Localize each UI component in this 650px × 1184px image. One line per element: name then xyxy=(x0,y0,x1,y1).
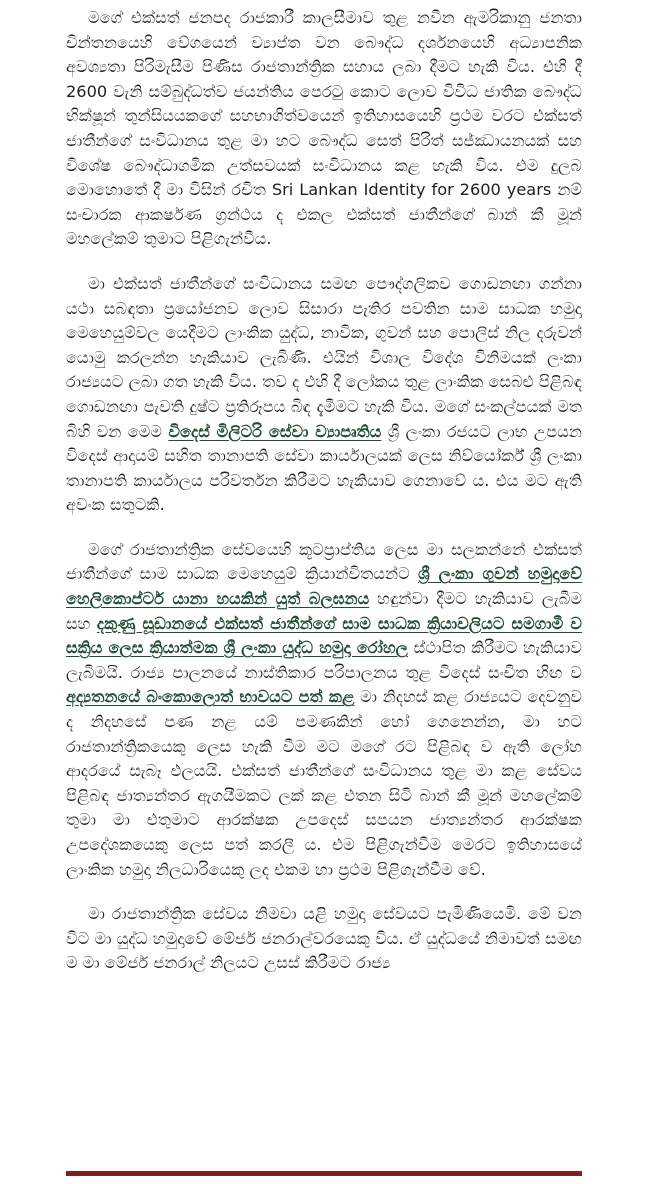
paragraph-text: මා නිදහස් කළ රාජ්‍යයට දෙවනුව ද නිදහසේ පණ නළ යම් පමණකින් හෝ ගෙනෙන්න, මා හට රාජතාන්ත්‍රිකයෙකු ලෙස හැකි වීම මට මගේ රට පිළිබඳ ව ඇති ලෝහ ආදරයේ සැබෑ ඵලයයි. එක්සත් ජාතීන්ගේ සංවිධානය තුළ මා කළ සේවය පිළිබඳ ජාත්‍යන්තර ඇගයීමකට ලක් කළ එතන සිටි බාන් කී මූන් මහලේකම් තුමා මා එතුමාට ආරක්ෂක උපදෙස් සපයන ජාත්‍යන්තර ආරක්ෂක උපදේශකයෙකු ලෙස පත් කරලී ය. එම පිළිගැන්වීම මෙරට ඉතිහාසයේ ලාංකික හමුදා නිලධාරියෙකු ලද එකම හා ප්‍රථම පිළිගැන්වීම වේ. xyxy=(66,687,582,879)
highlight-air-force-helicopter-squadron: ශ්‍රී ලංකා ගුවන් හමුදාවේ හෙලිකොප්ටර් යානා හයකින් යුත් බලඝනය xyxy=(66,564,583,609)
paragraph-text: මා රාජතාන්ත්‍රික සේවය නිමවා යළි හමුදා සේවයට පැමිණියෙමි. මේ වන විට මා යුද්ධ හමුදාවේ මේජර් ජනරාල්වරයෙකු විය. ඒ යුද්ධයේ නිමාවත් සමඟ ම මා මේජර් ජනරාල් නිලයට උසස් කිරීමට රාජ්‍ය xyxy=(66,904,582,973)
footer-divider xyxy=(66,1171,582,1176)
paragraph-un-buddhist-chanting xyxy=(66,6,582,252)
paragraph-text: මා එක්සත් ජාතීන්ගේ සංවිධානය සමඟ පෞද්ගලිකව ගොඩනඟා ගන්නා යථා සබඳතා ප්‍රයෝජනව ලොව සිසාරා පැතිර පවතින සාම සාධක හමුදා මෙහෙයුම්වල යෙදීමට ලාංකික යුද්ධ, නාවික, ගුවන් සහ පොලිස් නිල දරුවන් යොමු කරලන්න හැකියාව ලැබිණි. එයින් විශාල විදේශ විනිමයක් ලංකා රාජ්‍යයට ලබා ගත හැකි විය. තව ද එහි දී ලෝකය තුළ ලාංකික සෙබළු පිළිබඳ ගොඩනඟා පැවති දුෂ්ට ප්‍රතිරූපය බිඳ දැමීමට හැකි විය. මගේ සංකල්පයක් මත බිහි වන මෙම xyxy=(66,273,583,441)
highlight-bankruptcy: අද්‍යතනයේ බංකොලොත් භාවයට පත් කළ xyxy=(66,687,355,707)
paragraph-text: මගේ එක්සත් ජනපද රාජකාරී කාලසීමාව තුළ නවීන ඇමරිකානු ජනතා චින්තනයෙහි වේගයෙන් ව්‍යාප්ත වන බෞද්ධ දර්ශනයෙහි අධ්‍යාපනික අවශ්‍යතා පිරිමැසීම පිණිස රාජතාන්ත්‍රික සහාය ලබා දීමට හැකි විය. එහි දී 2600 වැනි සම්බුද්ධත්ව ජයන්තිය පෙරටු කොට ලොව විවිධ ජාතික බෞද්ධ භික්ෂූන් තුන්සියයකගේ සහභාගිත්වයෙන් ඉතිහාසයෙහි ප්‍රථම වරට එක්සත් ජාතීන්ගේ සංවිධානය තුළ මා හට බෞද්ධ සෙත් පිරිත් සජ්ඣායනයක් සහ විශේෂ බෞද්ධාගමික උත්සවයක් සංවිධානය කළ හැකි විය. එම දුලබ මොහොතේ දී මා විසින් රචිත xyxy=(66,8,582,200)
book-title: Sri Lankan Identity for 2600 years xyxy=(271,180,552,200)
paragraph-text: ස්ථාපිත කිරීමට හැකියාව ලැබීමයි. රාජ්‍ය පාලනයේ නාස්තිකාර පරිපාලනය තුළ විදෙස් සංචිත හිඟ ව xyxy=(66,638,583,682)
paragraph-return-to-army xyxy=(66,902,582,976)
paragraph-diplomatic-achievement xyxy=(66,538,582,882)
paragraph-text: හඳුන්වා දීමට හැකියාව ලැබීම සහ xyxy=(66,589,582,633)
highlight-foreign-military-service-project: විදෙස් මිලිටරි සේවා ව්‍යාපෘතිය xyxy=(168,421,382,441)
paragraph-text: ශ්‍රී ලංකා රජයට ලාභ උපයන විදෙස් ආදායම් සහිත තානාපති සේවා කාර්යාලයක් ලෙස නිව්යෝර්ක් ශ්‍රී ලංකා තානාපති කාර්යාලය පරිවර්තන කිරීමට හැකියාව ගෙනාවේ ය. එය මට ඇති අවංක සතුටකි. xyxy=(66,421,582,515)
paragraph-text: මගේ රාජතාන්ත්‍රික සේවයෙහි කූටප්‍රාප්තිය ලෙස මා සලකන්නේ එක්සත් ජාතීන්ගේ සාම සාධක මෙහෙයුම් ක්‍රියාන්විතයන්ට xyxy=(66,539,582,584)
highlight-south-sudan-army-hospital: දකුණු සූඩානයේ එක්සත් ජාතීන්ගේ සාම සාධක ක්‍රියාවලියට සමගාමී ව සක්‍රිය ලෙස ක්‍රියාත්මක ශ්‍රී ලංකා යුද්ධ හමුදා රෝහල xyxy=(66,613,582,658)
paragraph-text: නම් සංචාරක ආකර්ෂණ ග්‍රන්ථය ද එකල එක්සත් ජාතීන්ගේ බාන් කී මූන් මහලේකම් තුමාට පිළිගැන්වීය. xyxy=(66,180,582,249)
article-column xyxy=(66,6,582,996)
paragraph-peacekeeping-deployment xyxy=(66,272,582,518)
